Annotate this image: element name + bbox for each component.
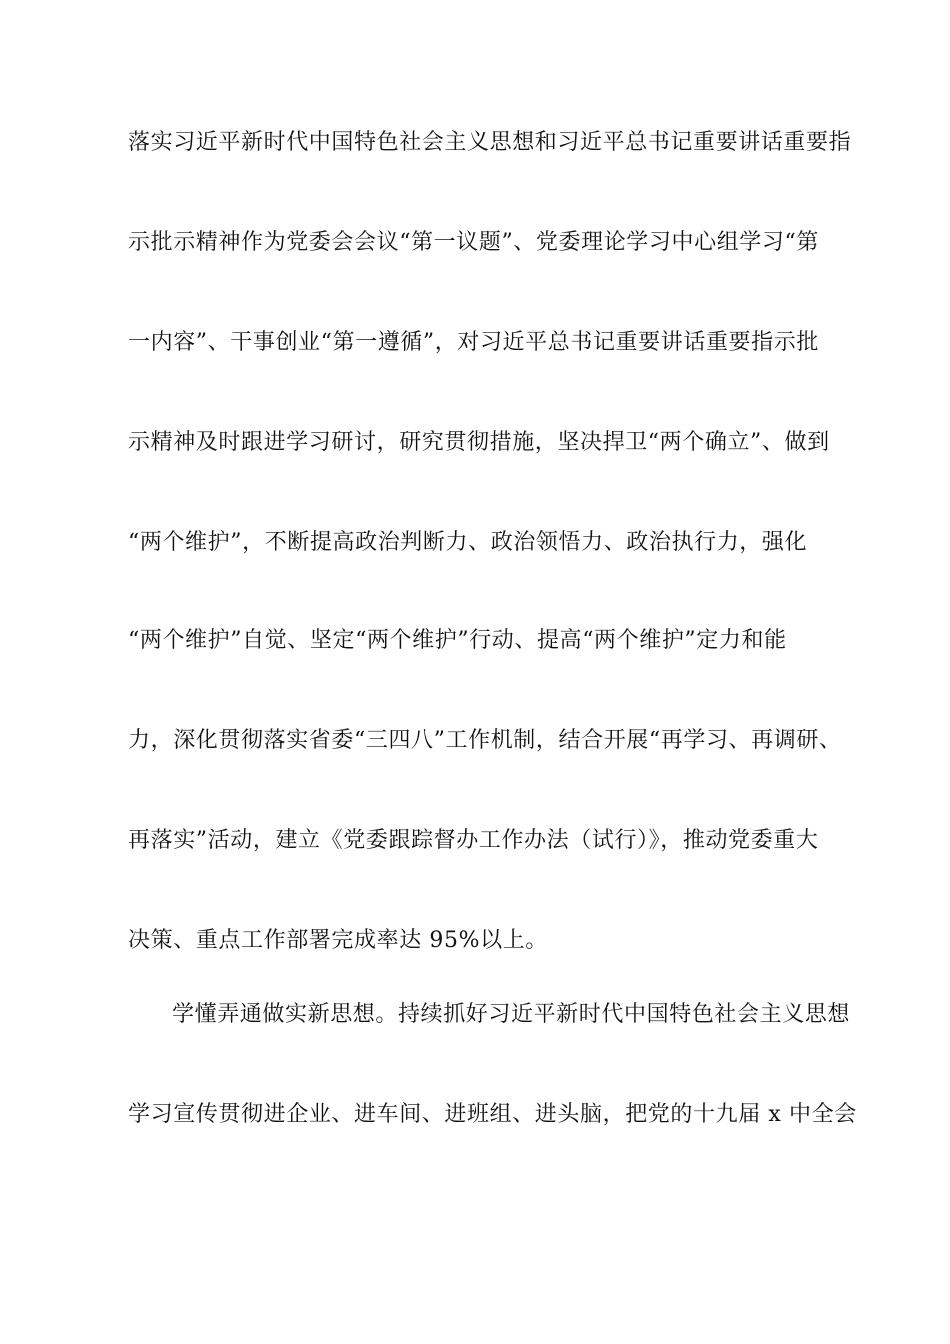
paragraph-2-line-1: 学懂弄通做实新思想。持续抓好习近平新时代中国特色社会主义思想 <box>172 1002 851 1027</box>
text-line-6: “两个维护”自觉、坚定“两个维护”行动、提高“两个维护”定力和能 <box>128 628 787 653</box>
paragraph-2-line-2: 学习宣传贯彻进企业、进车间、进班组、进头脑，把党的十九届 x 中全会 <box>128 1102 857 1127</box>
text-line-2: 示批示精神作为党委会会议“第一议题”、党委理论学习中心组学习“第 <box>128 230 819 255</box>
text-line-7: 力，深化贯彻落实省委“三四八”工作机制，结合开展“再学习、再调研、 <box>128 728 842 753</box>
text-line-3: 一内容”、干事创业“第一遵循”，对习近平总书记重要讲话重要指示批 <box>128 330 819 355</box>
text-line-4: 示精神及时跟进学习研讨，研究贯彻措施，坚决捍卫“两个确立”、做到 <box>128 430 830 455</box>
text-line-9: 决策、重点工作部署完成率达 95%以上。 <box>128 928 548 953</box>
text-line-8: 再落实”活动，建立《党委跟踪督办工作办法（试行）》，推动党委重大 <box>128 828 819 853</box>
text-line-5: “两个维护”，不断提高政治判断力、政治领悟力、政治执行力，强化 <box>128 530 808 555</box>
text-line-1: 落实习近平新时代中国特色社会主义思想和习近平总书记重要讲话重要指 <box>128 130 852 155</box>
